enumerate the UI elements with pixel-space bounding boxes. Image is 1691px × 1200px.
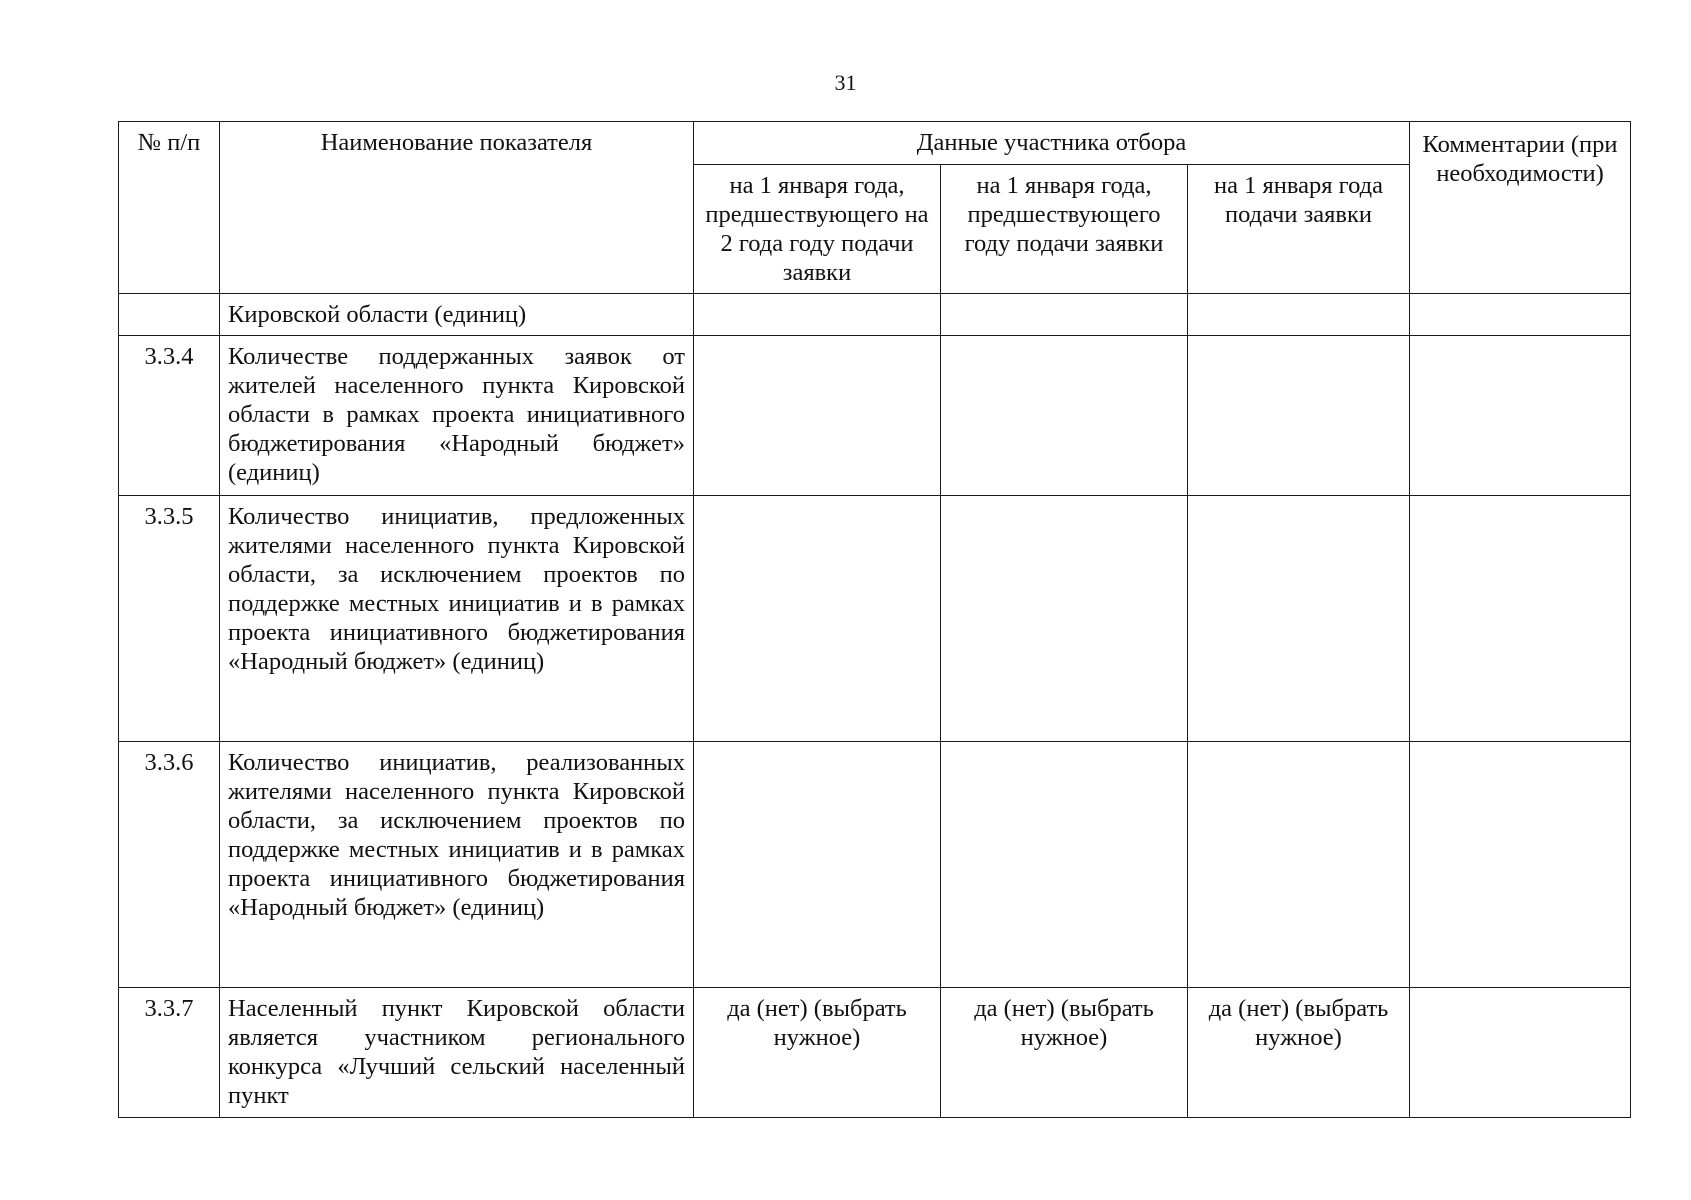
row-comment: [1410, 294, 1631, 336]
row-value-1: [694, 294, 941, 336]
row-value-2: да (нет) (выбрать нужное): [941, 988, 1188, 1118]
row-name: Количестве поддержанных заявок от жителей населенного пункта Кировской области в рамках проекта инициативного бюджетирования «Народный бюджет» (единиц): [220, 336, 694, 496]
row-value-2: [941, 742, 1188, 988]
row-value-1: да (нет) (выбрать нужное): [694, 988, 941, 1118]
row-num: 3.3.6: [119, 742, 220, 988]
table-row: [119, 988, 1631, 1118]
row-num: [119, 294, 220, 336]
row-comment: [1410, 988, 1631, 1118]
row-name: Количество инициатив, реализованных жителями населенного пункта Кировской области, за исключением проектов по поддержке местных инициатив и в рамках проекта инициативного бюджетирования «Народный бюджет» (единиц): [220, 742, 694, 988]
row-name: Населенный пункт Кировской области является участником регионального конкурса «Лучший сельский населенный пункт: [220, 988, 694, 1118]
header-sub3: на 1 января года подачи заявки: [1188, 165, 1410, 294]
row-value-3: [1188, 294, 1410, 336]
row-value-3: [1188, 496, 1410, 742]
row-comment: [1410, 336, 1631, 496]
row-value-1: [694, 742, 941, 988]
row-comment: [1410, 496, 1631, 742]
table-row: [119, 742, 1631, 988]
row-num: 3.3.4: [119, 336, 220, 496]
row-name: Количество инициатив, предложенных жителями населенного пункта Кировской области, за исключением проектов по поддержке местных инициатив и в рамках проекта инициативного бюджетирования «Народный бюджет» (единиц): [220, 496, 694, 742]
header-comment: Комментарии (при необходимости): [1410, 122, 1631, 294]
row-value-3: [1188, 336, 1410, 496]
table-row: [119, 496, 1631, 742]
row-comment: [1410, 742, 1631, 988]
header-num: № п/п: [119, 122, 220, 294]
indicators-table: [118, 121, 1631, 1118]
header-sub1: на 1 января года, предшествующего на 2 года году подачи заявки: [694, 165, 941, 294]
row-value-1: [694, 496, 941, 742]
row-value-3: [1188, 742, 1410, 988]
table-row: [119, 294, 1631, 336]
row-value-2: [941, 496, 1188, 742]
row-name: Кировской области (единиц): [220, 294, 694, 336]
page-number: 31: [834, 70, 857, 95]
row-value-2: [941, 294, 1188, 336]
row-value-1: [694, 336, 941, 496]
header-group: Данные участника отбора: [694, 122, 1410, 165]
table-row: [119, 336, 1631, 496]
header-sub2: на 1 января года, предшествующего году подачи заявки: [941, 165, 1188, 294]
row-value-2: [941, 336, 1188, 496]
row-num: 3.3.5: [119, 496, 220, 742]
row-value-3: да (нет) (выбрать нужное): [1188, 988, 1410, 1118]
row-num: 3.3.7: [119, 988, 220, 1118]
table-header-row: [119, 122, 1631, 165]
header-name: Наименование показателя: [220, 122, 694, 294]
